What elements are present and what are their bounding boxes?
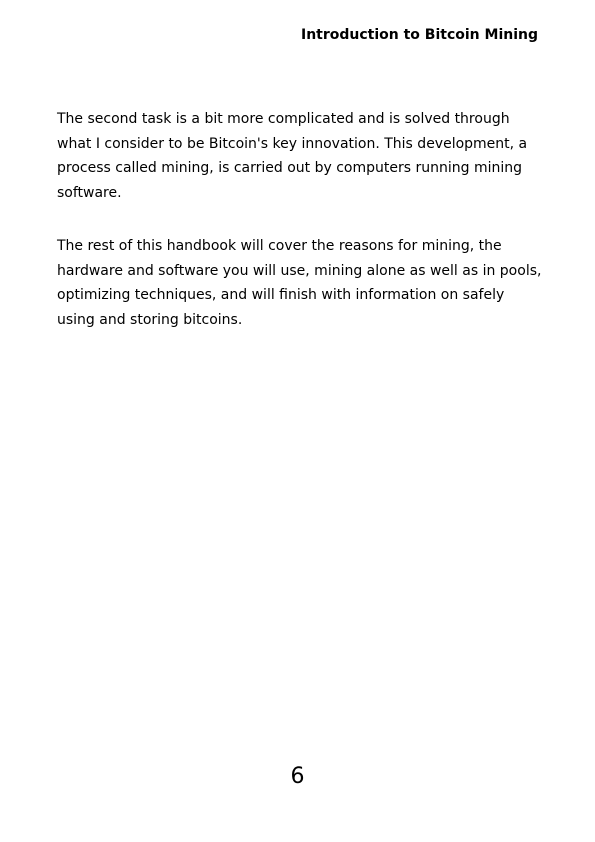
body-text [57,107,542,361]
running-header-title: Introduction to Bitcoin Mining [300,27,538,43]
paragraph-handbook-overview: The rest of this handbook will cover the reasons for mining, the hardware and software you will use, mining alone as well as in pools, optimizing techniques, and will finish with information on safely using and storing bitcoins. [57,238,542,328]
page-number: 6 [290,764,305,789]
paragraph-mining-innovation: The second task is a bit more complicated and is solved through what I consider to be Bitcoin's key innovation. This development, a process called mining, is carried out by computers running mining software. [57,111,528,201]
